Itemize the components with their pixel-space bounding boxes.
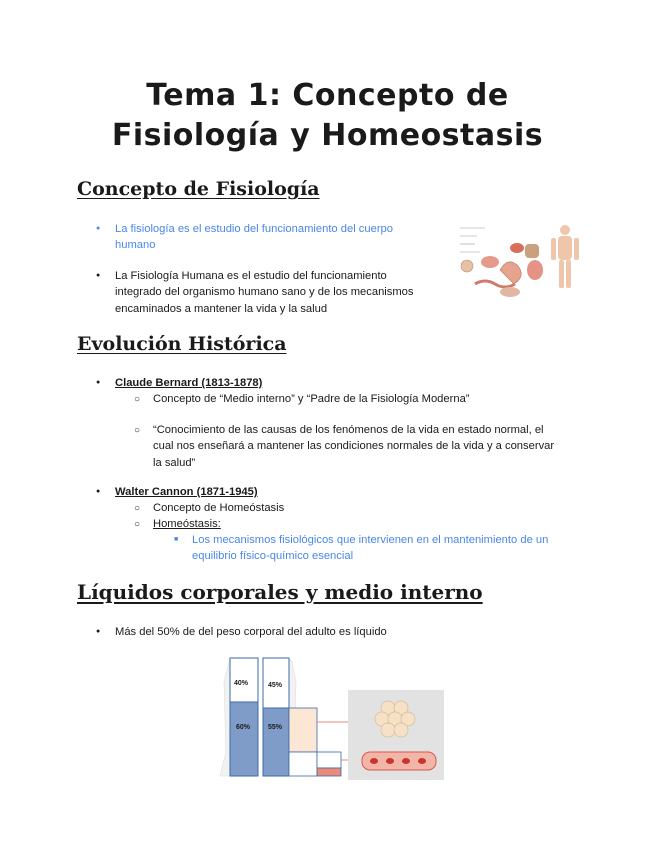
definition-fisiologia (115, 221, 445, 254)
right-bottom-percent: 55% (268, 724, 283, 731)
text-line: La Fisiología Humana es el estudio del funcionamiento (115, 270, 387, 282)
claude-bernard-quote (153, 422, 578, 471)
heading-liquidos-corporales: Líquidos corporales y medio interno (77, 580, 483, 604)
bullet-dot (96, 624, 100, 640)
walter-cannon-concept: Concepto de Homeóstasis (153, 502, 285, 514)
page-title-line-2: Fisiología y Homeostasis (111, 118, 544, 153)
text-line: equilibrio físico-químico esencial (192, 550, 354, 563)
bullet-dot (96, 484, 100, 500)
text-line: la salud” (153, 456, 196, 469)
heading-concepto-fisiologia: Concepto de Fisiología (77, 178, 320, 200)
text-line: “Conocimiento de las causas de los fenómenos de la vida en estado normal, el (153, 424, 544, 436)
homeostasis-definition (192, 532, 578, 565)
anatomy-illustration (455, 222, 583, 306)
plasma-box (317, 752, 341, 768)
definition-fisiologia-humana (115, 268, 445, 317)
claude-bernard-concept: Concepto de “Medio interno” y “Padre de la Fisiología Moderna” (153, 393, 470, 405)
text-line: cual nos enseñará a mantener las condiciones normales de la vida y a conservar (153, 440, 555, 453)
interstitial-box (289, 752, 317, 776)
bullet-circle (134, 391, 140, 408)
right-bar-fluid (263, 708, 289, 776)
bullet-dot (96, 268, 100, 284)
left-top-percent: 40% (234, 680, 249, 687)
left-bar-fluid (230, 702, 258, 776)
bullet-dot (96, 375, 100, 391)
page-title (0, 76, 655, 156)
bullet-dot (96, 221, 100, 237)
text-line: La fisiología es el estudio del funcionamiento del cuerpo (115, 223, 394, 235)
body-fluid-figure (212, 656, 444, 780)
body-fluid-fact: Más del 50% de del peso corporal del adulto es líquido (115, 626, 387, 638)
heading-evolucion-historica: Evolución Histórica (77, 333, 287, 355)
left-bottom-percent: 60% (236, 724, 251, 731)
text-line: integrado del organismo humano sano y de los mecanismos (115, 286, 414, 299)
right-top-percent: 45% (268, 682, 283, 689)
intracellular-box (289, 708, 317, 752)
body-fluid-graphic (212, 656, 444, 780)
person-claude-bernard: Claude Bernard (1813-1878) (115, 377, 263, 389)
text-line: humano (115, 239, 156, 252)
person-walter-cannon: Walter Cannon (1871-1945) (115, 486, 258, 498)
blood-box (317, 768, 341, 776)
text-line: Los mecanismos fisiológicos que intervienen en el mantenimiento de un (192, 534, 549, 546)
text-line: encaminados a mantener la vida y la salud (115, 302, 328, 315)
bullet-circle (134, 422, 140, 439)
homeostasis-label: Homeóstasis: (153, 518, 221, 530)
bullet-circle (134, 516, 140, 533)
page-title-line-1: Tema 1: Concepto de (146, 78, 509, 113)
bullet-circle (134, 500, 140, 517)
bullet-square (174, 532, 178, 548)
